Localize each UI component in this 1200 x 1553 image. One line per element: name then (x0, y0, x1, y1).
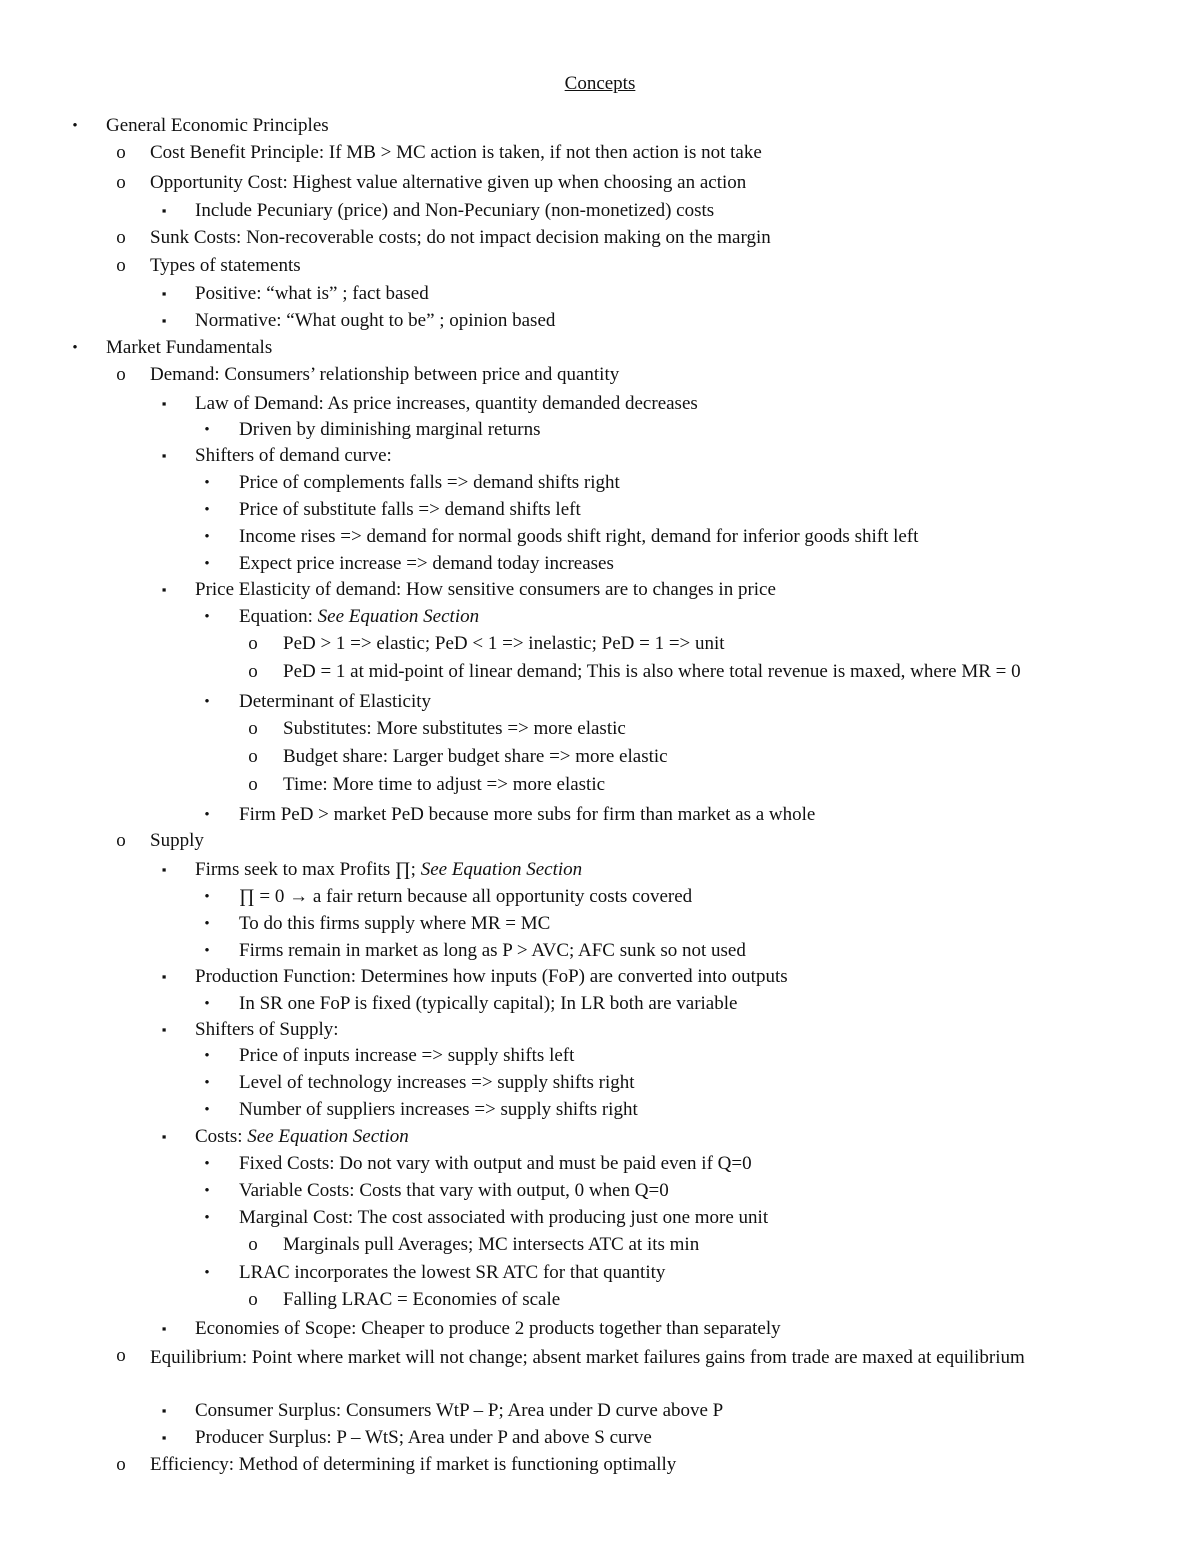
bullet-marker: ▪ (161, 1321, 167, 1336)
bullet-marker: • (204, 916, 210, 932)
bullet-marker: • (204, 996, 210, 1012)
bullet-marker: • (204, 1075, 210, 1091)
outline-item-text: Substitutes: More substitutes => more elastic (283, 718, 626, 739)
outline-item-text: Time: More time to adjust => more elastic (283, 774, 606, 795)
outline-item-text: Expect price increase => demand today increases (239, 553, 614, 574)
outline-item-text: Consumer Surplus: Consumers WtP – P; Area under D curve above P (195, 1400, 724, 1421)
bullet-marker: • (204, 807, 210, 823)
bullet-marker: ▪ (161, 448, 167, 463)
outline-item-text: Demand: Consumers’ relationship between price and quantity (150, 364, 620, 385)
bullet-marker: • (204, 889, 210, 905)
outline-item-text: Income rises => demand for normal goods shift right, demand for inferior goods shift left (239, 526, 919, 547)
outline-item-text: Types of statements (150, 255, 301, 276)
bullet-marker: ▪ (161, 1430, 167, 1445)
bullet-marker: ▪ (161, 582, 167, 597)
bullet-marker: • (204, 943, 210, 959)
outline-item-text: Equation: See Equation Section (239, 606, 480, 627)
outline-item-text: Sunk Costs: Non-recoverable costs; do not impact decision making on the margin (150, 227, 771, 248)
outline-item-text: Falling LRAC = Economies of scale (283, 1289, 561, 1310)
outline-item-text: PeD > 1 => elastic; PeD < 1 => inelastic; PeD = 1 => unit (283, 633, 725, 654)
cross-reference: See Equation Section (247, 1126, 409, 1147)
bullet-marker: • (204, 1156, 210, 1172)
bullet-marker: • (72, 118, 78, 134)
bullet-marker: o (116, 1454, 126, 1475)
cross-reference: See Equation Section (317, 606, 480, 627)
outline-item-text: ∏ = 0 → a fair return because all opportunity costs covered (239, 886, 693, 907)
bullet-marker: • (204, 556, 210, 572)
outline-item-text: Price of substitute falls => demand shifts left (239, 499, 581, 520)
bullet-marker: ▪ (161, 1403, 167, 1418)
outline-item-text: To do this firms supply where MR = MC (239, 913, 551, 934)
outline-item-text: Market Fundamentals (106, 337, 273, 358)
outline-item-text: Marginals pull Averages; MC intersects ATC at its min (283, 1234, 700, 1255)
bullet-marker: • (204, 1183, 210, 1199)
bullet-marker: ▪ (161, 313, 167, 328)
bullet-marker: ▪ (161, 203, 167, 218)
outline-item-text: Law of Demand: As price increases, quantity demanded decreases (195, 393, 698, 414)
bullet-marker: o (248, 1289, 258, 1310)
outline-item-text: Normative: “What ought to be” ; opinion based (195, 310, 556, 331)
outline-item-text: Opportunity Cost: Highest value alternative given up when choosing an action (150, 172, 747, 193)
bullet-marker: o (116, 172, 126, 193)
outline-item-text: Shifters of Supply: (195, 1019, 339, 1040)
bullet-marker: o (248, 1234, 258, 1255)
bullet-marker: • (204, 475, 210, 491)
outline-item-text: Costs: See Equation Section (195, 1126, 409, 1147)
outline-item-text: Driven by diminishing marginal returns (239, 419, 541, 440)
bullet-marker: o (248, 746, 258, 767)
bullet-marker: • (204, 1265, 210, 1281)
bullet-marker: ▪ (161, 862, 167, 877)
bullet-marker: o (116, 830, 126, 851)
bullet-marker: o (116, 227, 126, 248)
outline-item-text: Include Pecuniary (price) and Non-Pecuniary (non-monetized) costs (195, 200, 715, 221)
bullet-marker: • (204, 1048, 210, 1064)
bullet-marker: ▪ (161, 969, 167, 984)
outline-item-text: Firms seek to max Profits ∏; See Equation Section (195, 859, 583, 880)
bullet-marker: ▪ (161, 1022, 167, 1037)
outline-item-text: Producer Surplus: P – WtS; Area under P and above S curve (195, 1427, 652, 1448)
outline-item-text: Budget share: Larger budget share => more elastic (283, 746, 668, 767)
bullet-marker: o (248, 774, 258, 795)
bullet-marker: o (116, 364, 126, 385)
outline-item-text: Number of suppliers increases => supply shifts right (239, 1099, 638, 1120)
outline-item-text: Positive: “what is” ; fact based (195, 283, 429, 304)
bullet-marker: o (116, 255, 126, 276)
outline-item-text: Shifters of demand curve: (195, 445, 392, 466)
bullet-marker: • (204, 502, 210, 518)
outline-item-text: General Economic Principles (106, 115, 329, 136)
bullet-marker: • (204, 422, 210, 438)
bullet-marker: o (248, 661, 258, 682)
bullet-marker: o (116, 1345, 126, 1366)
bullet-marker: • (72, 340, 78, 356)
outline-item-text: Production Function: Determines how inputs (FoP) are converted into outputs (195, 966, 788, 987)
outline-item-text: Variable Costs: Costs that vary with output, 0 when Q=0 (239, 1180, 669, 1201)
outline-item-text: Equilibrium: Point where market will not change; absent market failures gains from trade are maxed at equilibrium (150, 1347, 1025, 1368)
outline-item-text: Efficiency: Method of determining if market is functioning optimally (150, 1454, 677, 1475)
outline-item-text: Firm PeD > market PeD because more subs for firm than market as a whole (239, 804, 816, 825)
outline-item-text: Price of complements falls => demand shifts right (239, 472, 620, 493)
outline-item-text: Marginal Cost: The cost associated with producing just one more unit (239, 1207, 769, 1228)
bullet-marker: ▪ (161, 396, 167, 411)
outline-item-text: Price of inputs increase => supply shifts left (239, 1045, 575, 1066)
bullet-marker: • (204, 1102, 210, 1118)
bullet-marker: o (248, 718, 258, 739)
bullet-marker: o (248, 633, 258, 654)
outline-item-text: Supply (150, 830, 204, 851)
outline-item-text: Cost Benefit Principle: If MB > MC action is taken, if not then action is not take (150, 142, 762, 163)
bullet-marker: • (204, 694, 210, 710)
outline-item-text: Firms remain in market as long as P > AVC; AFC sunk so not used (239, 940, 746, 961)
bullet-marker: • (204, 609, 210, 625)
page-title: Concepts (564, 73, 636, 94)
outline-item-text: Level of technology increases => supply shifts right (239, 1072, 635, 1093)
outline-item-text: Determinant of Elasticity (239, 691, 432, 712)
bullet-marker: o (116, 142, 126, 163)
cross-reference: See Equation Section (420, 859, 583, 880)
outline-item-text: PeD = 1 at mid-point of linear demand; This is also where total revenue is maxed, where MR = 0 (283, 661, 1021, 682)
bullet-marker: ▪ (161, 286, 167, 301)
bullet-marker: • (204, 1210, 210, 1226)
outline-item-text: LRAC incorporates the lowest SR ATC for that quantity (239, 1262, 666, 1283)
outline-item-text: In SR one FoP is fixed (typically capital); In LR both are variable (239, 993, 738, 1014)
outline-item-text: Fixed Costs: Do not vary with output and must be paid even if Q=0 (239, 1153, 752, 1174)
outline-item-text: Price Elasticity of demand: How sensitive consumers are to changes in price (195, 579, 776, 600)
bullet-marker: ▪ (161, 1129, 167, 1144)
bullet-marker: • (204, 529, 210, 545)
outline-item-text: Economies of Scope: Cheaper to produce 2 products together than separately (195, 1318, 781, 1339)
